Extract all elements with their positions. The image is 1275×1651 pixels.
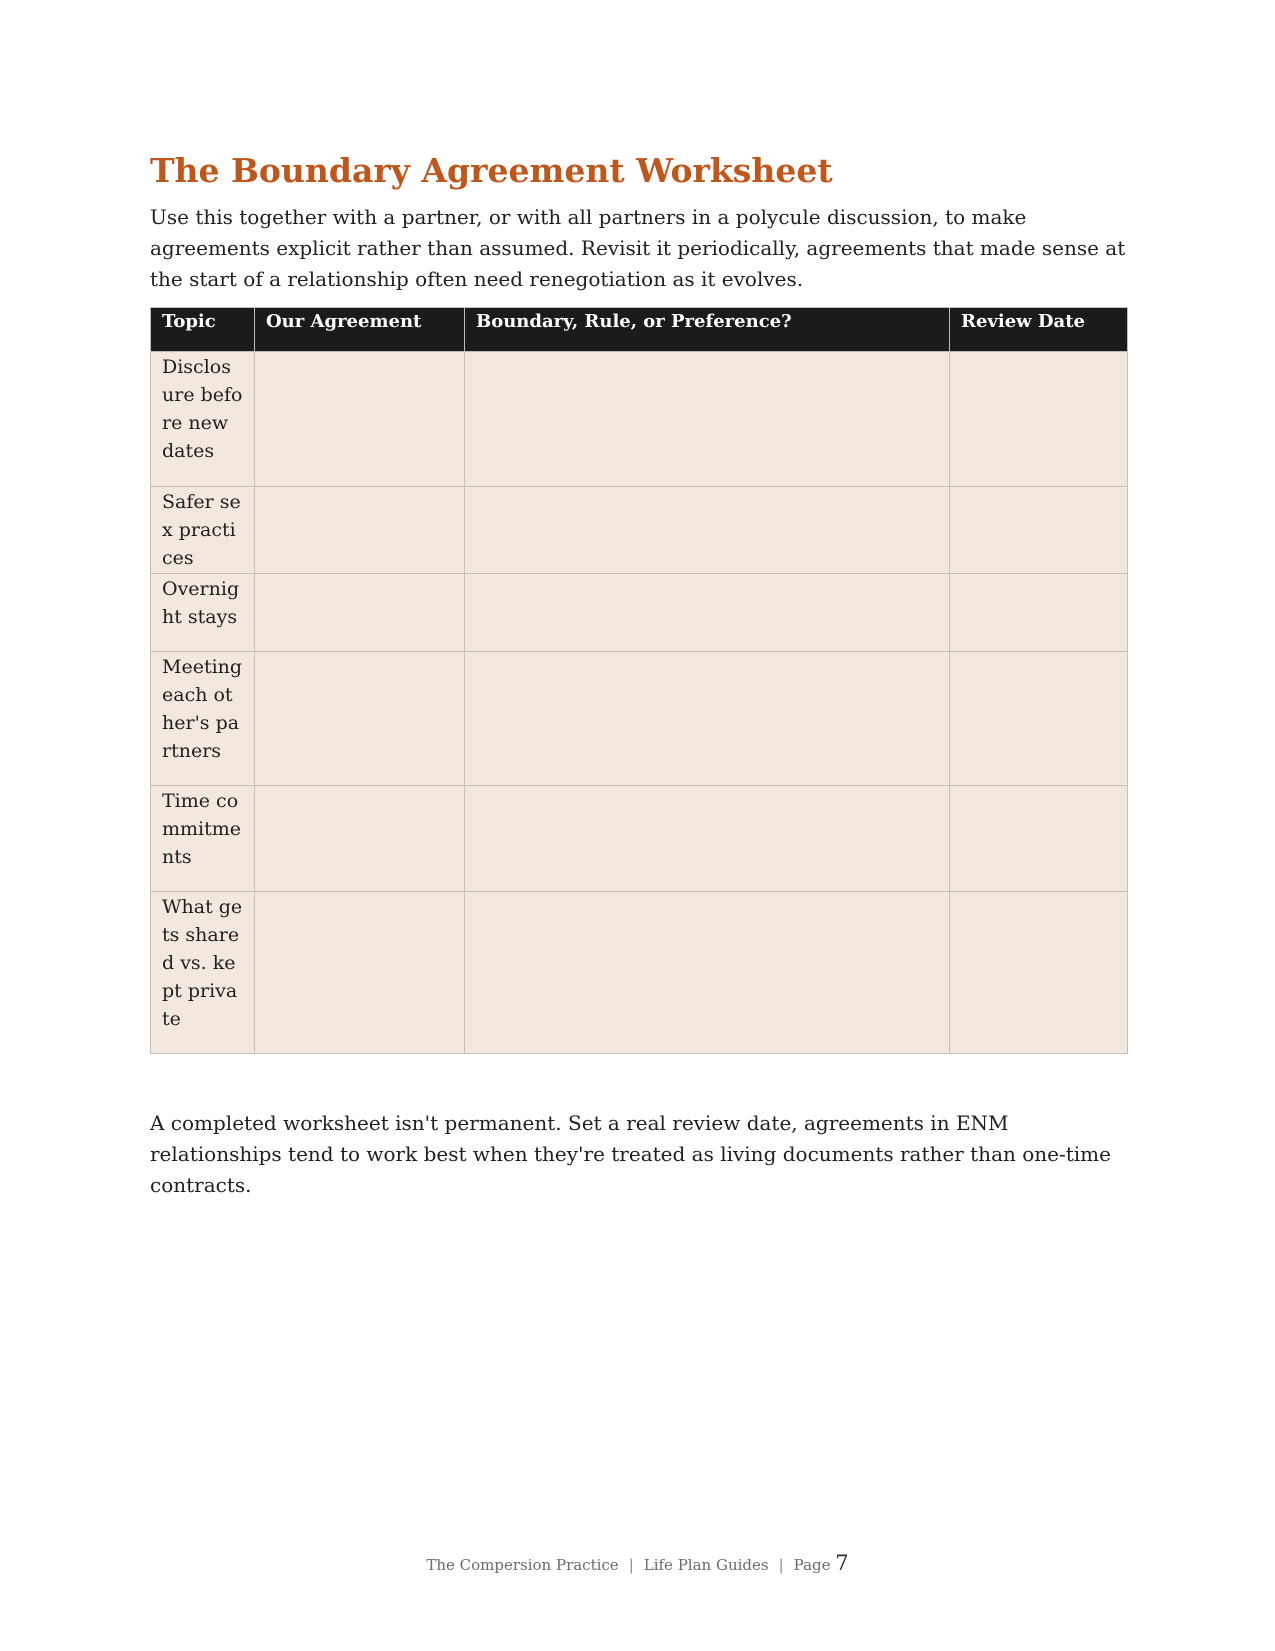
topic-cell: Meeting each other's partners — [151, 652, 255, 786]
intro-paragraph: Use this together with a partner, or with all partners in a polycule discussion, to make agreements explicit rather than assumed. Revisit it periodically, agreements that made sense at the start of a relationship often need renegotiation as it evolves. — [150, 205, 1126, 291]
agreement-cell[interactable] — [255, 487, 465, 574]
header-topic: Topic — [151, 308, 255, 352]
header-our-agreement: Our Agreement — [255, 308, 465, 352]
topic-cell: Safer sex practices — [151, 487, 255, 574]
agreement-cell[interactable] — [255, 652, 465, 786]
table-row — [151, 892, 1128, 1054]
topic-cell: What gets shared vs. kept private — [151, 892, 255, 1054]
document-page — [150, 150, 1127, 1201]
type-cell[interactable] — [465, 786, 950, 892]
review-date-cell[interactable] — [950, 786, 1128, 892]
topic-cell: Overnight stays — [151, 574, 255, 652]
page-footer — [0, 1552, 1275, 1576]
table-header-row — [151, 308, 1128, 352]
header-review-date: Review Date — [950, 308, 1128, 352]
table-row — [151, 352, 1128, 487]
agreement-cell[interactable] — [255, 352, 465, 487]
review-date-cell[interactable] — [950, 487, 1128, 574]
closing-paragraph: A completed worksheet isn't permanent. Set a real review date, agreements in ENM relationships tend to work best when they're treated as living documents rather than one-time contracts. — [150, 1111, 1111, 1197]
review-date-cell[interactable] — [950, 652, 1128, 786]
header-boundary-type: Boundary, Rule, or Preference? — [465, 308, 950, 352]
table-row — [151, 574, 1128, 652]
topic-cell: Disclosure before new dates — [151, 352, 255, 487]
table-row — [151, 652, 1128, 786]
topic-cell: Time commitments — [151, 786, 255, 892]
footer-series: Life Plan Guides — [643, 1556, 769, 1574]
type-cell[interactable] — [465, 352, 950, 487]
agreement-cell[interactable] — [255, 574, 465, 652]
footer-publisher: The Compersion Practice — [426, 1556, 619, 1574]
footer-page-label: Page — [793, 1556, 831, 1574]
review-date-cell[interactable] — [950, 352, 1128, 487]
review-date-cell[interactable] — [950, 892, 1128, 1054]
boundary-agreement-table — [150, 307, 1128, 1054]
type-cell[interactable] — [465, 652, 950, 786]
type-cell[interactable] — [465, 892, 950, 1054]
review-date-cell[interactable] — [950, 574, 1128, 652]
footer-separator: | — [628, 1556, 634, 1574]
footer-page-number: 7 — [835, 1551, 849, 1575]
agreement-cell[interactable] — [255, 892, 465, 1054]
page-title: The Boundary Agreement Worksheet — [150, 151, 833, 190]
agreement-cell[interactable] — [255, 786, 465, 892]
table-row — [151, 487, 1128, 574]
table-row — [151, 786, 1128, 892]
type-cell[interactable] — [465, 487, 950, 574]
type-cell[interactable] — [465, 574, 950, 652]
footer-separator: | — [778, 1556, 784, 1574]
